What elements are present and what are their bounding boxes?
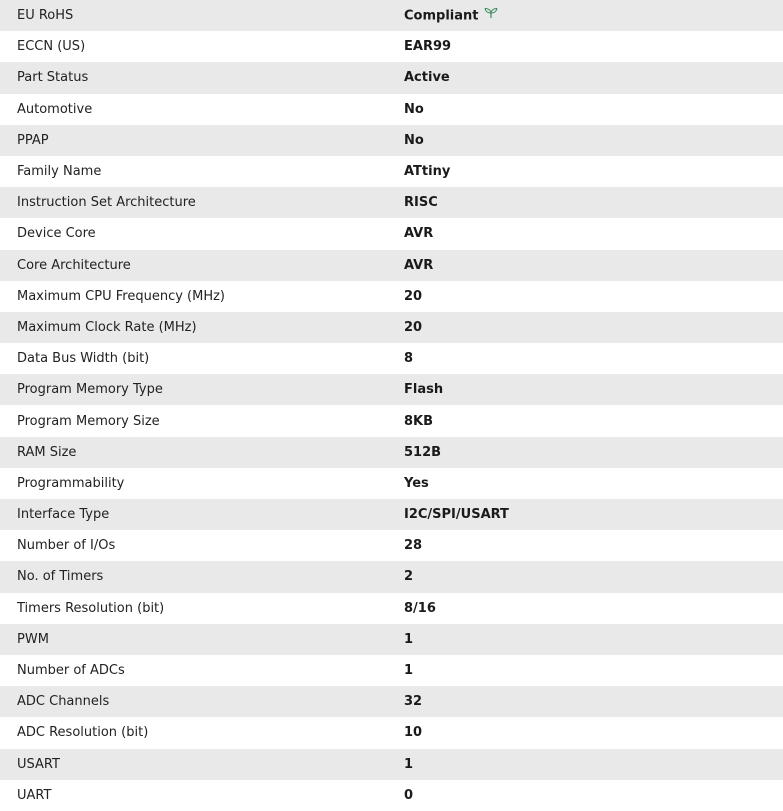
- spec-label: PPAP: [17, 132, 49, 148]
- spec-label: PWM: [17, 631, 49, 647]
- spec-label: Automotive: [17, 101, 93, 117]
- spec-label: USART: [17, 756, 60, 772]
- spec-value: Compliant: [404, 8, 479, 24]
- spec-label: Part Status: [17, 70, 89, 86]
- spec-value: 2: [404, 569, 414, 585]
- spec-row-pwm: [0, 624, 783, 655]
- spec-value: 32: [404, 694, 423, 710]
- spec-value: Active: [404, 70, 450, 86]
- leaf-icon: [484, 7, 498, 23]
- spec-label: EU RoHS: [17, 8, 74, 24]
- spec-row-instruction-set-architecture: [0, 187, 783, 218]
- spec-value: I2C/SPI/USART: [404, 507, 509, 523]
- spec-row-program-memory-type: [0, 374, 783, 405]
- spec-row-eu-rohs: [0, 0, 783, 31]
- spec-value: 20: [404, 319, 423, 335]
- spec-value: 28: [404, 538, 423, 554]
- spec-row-core-architecture: [0, 250, 783, 281]
- spec-row-interface-type: [0, 499, 783, 530]
- spec-value: 512B: [404, 444, 442, 460]
- spec-value: RISC: [404, 195, 438, 211]
- spec-value-cell: [387, 0, 783, 31]
- spec-value: 8/16: [404, 600, 436, 616]
- spec-value: Yes: [404, 475, 429, 491]
- spec-row-adc-resolution: [0, 717, 783, 748]
- spec-value: No: [404, 101, 424, 117]
- spec-row-device-core: [0, 218, 783, 249]
- spec-row-number-of-adcs: [0, 655, 783, 686]
- spec-label: ECCN (US): [17, 39, 86, 55]
- spec-value: Flash: [404, 382, 444, 398]
- spec-value: 8: [404, 351, 414, 367]
- spec-label: No. of Timers: [17, 569, 104, 585]
- spec-row-family-name: [0, 156, 783, 187]
- spec-label: Programmability: [17, 475, 125, 491]
- spec-value: No: [404, 132, 424, 148]
- spec-label: Family Name: [17, 164, 102, 180]
- spec-row-maximum-clock-rate: [0, 312, 783, 343]
- spec-label: Instruction Set Architecture: [17, 195, 196, 211]
- spec-row-timers-resolution: [0, 593, 783, 624]
- spec-row-data-bus-width: [0, 343, 783, 374]
- spec-value: 1: [404, 631, 414, 647]
- spec-row-automotive: [0, 94, 783, 125]
- spec-label: ADC Resolution (bit): [17, 725, 149, 741]
- spec-value: ATtiny: [404, 164, 451, 180]
- spec-row-no-of-timers: [0, 561, 783, 592]
- spec-value: EAR99: [404, 39, 452, 55]
- spec-label: ADC Channels: [17, 694, 110, 710]
- spec-label: Interface Type: [17, 507, 110, 523]
- spec-row-part-status: [0, 62, 783, 93]
- spec-value: 20: [404, 288, 423, 304]
- spec-label: Number of ADCs: [17, 663, 125, 679]
- spec-value: 8KB: [404, 413, 434, 429]
- spec-label: Device Core: [17, 226, 96, 242]
- spec-value: AVR: [404, 226, 434, 242]
- spec-label: Number of I/Os: [17, 538, 116, 554]
- spec-label: Core Architecture: [17, 257, 131, 273]
- spec-row-usart: [0, 749, 783, 780]
- spec-row-adc-channels: [0, 686, 783, 717]
- spec-value: AVR: [404, 257, 434, 273]
- spec-label: UART: [17, 787, 52, 803]
- spec-row-maximum-cpu-frequency: [0, 281, 783, 312]
- spec-label: Data Bus Width (bit): [17, 351, 150, 367]
- spec-row-eccn-us: [0, 31, 783, 62]
- spec-value: 10: [404, 725, 423, 741]
- spec-row-ram-size: [0, 437, 783, 468]
- spec-row-number-of-ios: [0, 530, 783, 561]
- spec-value: 1: [404, 663, 414, 679]
- spec-row-ppap: [0, 125, 783, 156]
- spec-row-program-memory-size: [0, 405, 783, 436]
- spec-label: RAM Size: [17, 444, 77, 460]
- spec-value: 1: [404, 756, 414, 772]
- spec-row-uart: [0, 780, 783, 811]
- spec-label: Maximum Clock Rate (MHz): [17, 319, 197, 335]
- spec-label: Program Memory Size: [17, 413, 160, 429]
- spec-label: Timers Resolution (bit): [17, 600, 165, 616]
- spec-value: 0: [404, 787, 414, 803]
- spec-label: Maximum CPU Frequency (MHz): [17, 288, 225, 304]
- spec-row-programmability: [0, 468, 783, 499]
- spec-label: Program Memory Type: [17, 382, 163, 398]
